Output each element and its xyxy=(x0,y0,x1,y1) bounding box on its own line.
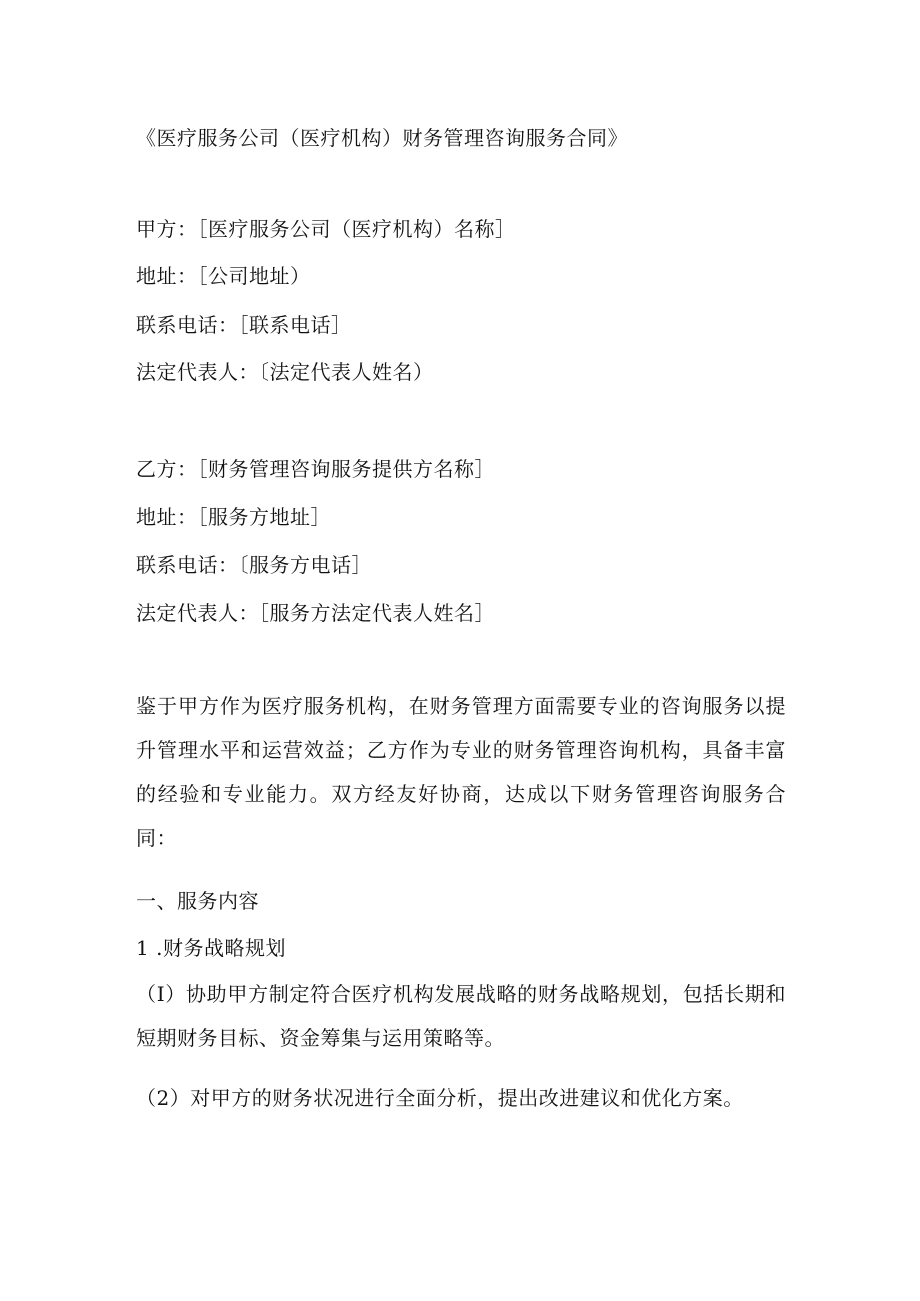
party-a-name: 甲方：［医疗服务公司（医疗机构）名称］ xyxy=(136,217,516,241)
party-b-name: 乙方：［财务管理咨询服务提供方名称］ xyxy=(136,457,495,481)
preamble-paragraph: 鉴于甲方作为医疗服务机构，在财务管理方面需要专业的咨询服务以提升管理水平和运营效益；乙方作为专业的财务管理咨询机构，具备丰富的经验和专业能力。双方经友好协商，达成以下财务管理咨询服务合同： xyxy=(136,694,786,850)
clause-2: （2）对甲方的财务状况进行全面分析，提出改进建议和优化方案。 xyxy=(136,1086,744,1110)
party-a-address: 地址：［公司地址） xyxy=(136,264,311,288)
party-a-representative: 法定代表人：〔法定代表人姓名） xyxy=(136,360,434,384)
contract-title: 《医疗服务公司（医疗机构）财务管理咨询服务合同》 xyxy=(136,126,628,150)
subsection-heading: 1 .财务战略规划 xyxy=(136,936,286,960)
party-b-representative: 法定代表人：［服务方法定代表人姓名］ xyxy=(136,601,495,625)
party-b-address: 地址：［服务方地址］ xyxy=(136,505,331,529)
clause-1: （I）协助甲方制定符合医疗机构发展战略的财务战略规划，包括长期和短期财务目标、资金筹集与运用策略等。 xyxy=(136,982,786,1050)
party-b-phone: 联系电话：〔服务方电话］ xyxy=(136,553,372,577)
party-a-phone: 联系电话：［联系电话］ xyxy=(136,313,352,337)
section-heading: 一、服务内容 xyxy=(136,889,259,913)
